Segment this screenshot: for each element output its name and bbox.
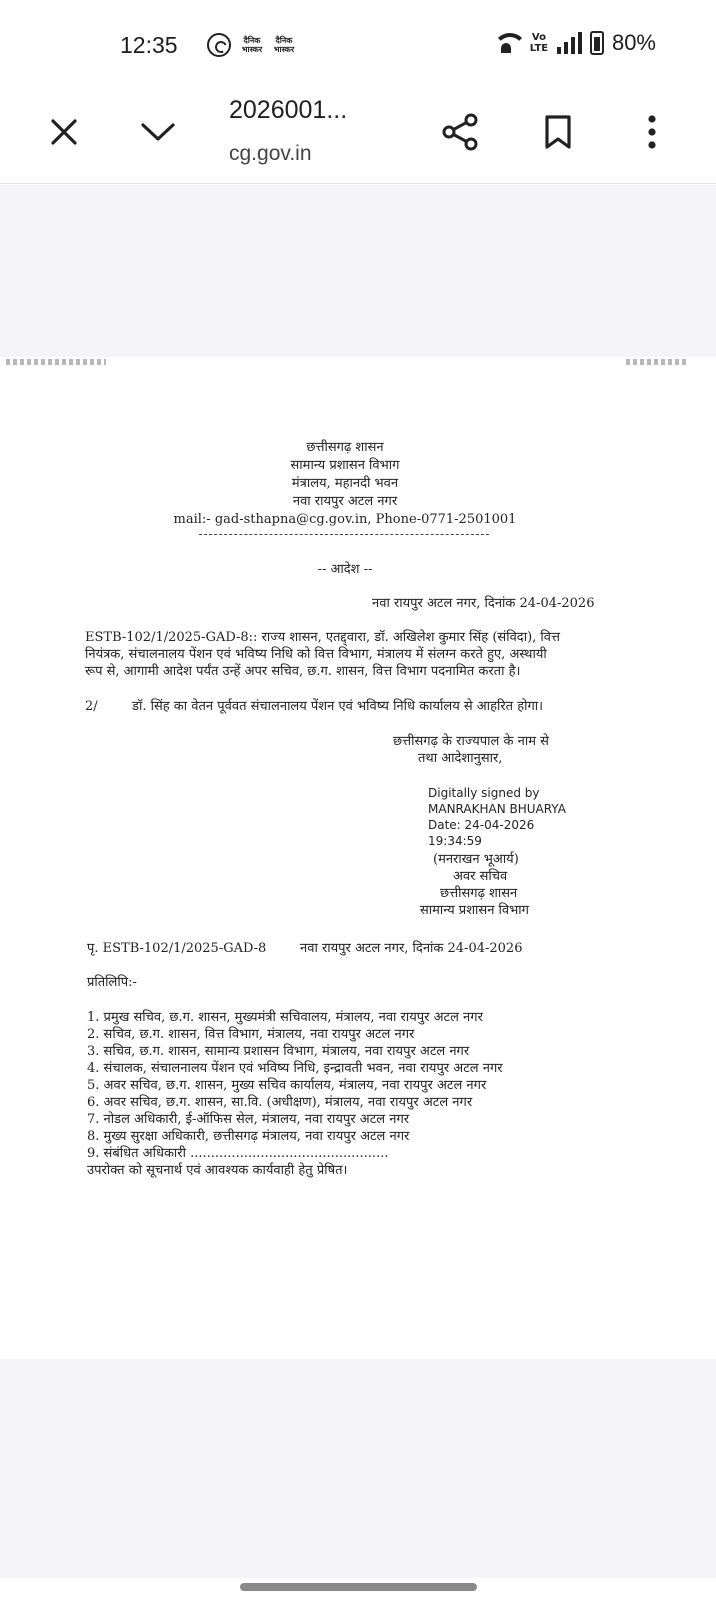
order-text: नियंत्रक, संचालनालय पेंशन एवं भविष्य निधि को वित्त विभाग, मंत्रालय में संलग्न करते हुए, अस्थायी bbox=[85, 647, 547, 662]
copy-item: 9. संबंधित अधिकारी ................................................ bbox=[87, 1146, 389, 1161]
more-vertical-icon bbox=[646, 114, 658, 150]
endorsement-number: पृ. ESTB-102/1/2025-GAD-8 bbox=[87, 941, 267, 956]
copy-item: 7. नोडल अधिकारी, ई-ऑफिस सेल, मंत्रालय, नवा रायपुर अटल नगर bbox=[87, 1112, 410, 1127]
whatsapp-icon bbox=[207, 33, 231, 57]
signer-designation: अवर सचिव bbox=[453, 869, 508, 884]
header-ref-right bbox=[626, 359, 686, 365]
digital-signature: Digitally signed by bbox=[428, 786, 540, 800]
battery-icon bbox=[590, 31, 604, 55]
page-title: 2026001... bbox=[229, 96, 348, 124]
signature-date: Date: 24-04-2026 bbox=[428, 818, 535, 832]
signer-name: (मनराखन भूआर्य) bbox=[433, 852, 519, 867]
share-button[interactable] bbox=[436, 108, 484, 156]
close-icon bbox=[48, 116, 80, 148]
contact-line: mail:- gad-sthapna@cg.gov.in, Phone-0771-2501001 bbox=[173, 512, 517, 527]
bookmark-icon bbox=[544, 114, 572, 150]
pdf-page bbox=[0, 357, 716, 1359]
place-date: नवा रायपुर अटल नगर, दिनांक 24-04-2026 bbox=[372, 596, 595, 611]
wifi-icon bbox=[491, 31, 521, 55]
copy-heading: प्रतिलिपि:- bbox=[87, 975, 137, 990]
order-text: ESTB-102/1/2025-GAD-8:: राज्य शासन, एतद्द्वारा, डॉ. अखिलेश कुमार सिंह (संविदा), वित्त bbox=[85, 630, 560, 645]
header-ref-left bbox=[6, 359, 106, 365]
divider bbox=[199, 534, 489, 536]
signer-gov: छत्तीसगढ़ शासन bbox=[440, 886, 518, 901]
status-bar bbox=[0, 0, 716, 92]
copy-item: 2. सचिव, छ.ग. शासन, वित्त विभाग, मंत्रालय, नवा रायपुर अटल नगर bbox=[87, 1027, 415, 1042]
para-number: 2/ bbox=[85, 699, 98, 714]
more-options-button[interactable] bbox=[628, 108, 676, 156]
copy-item: 5. अवर सचिव, छ.ग. शासन, मुख्य सचिव कार्यालय, मंत्रालय, नवा रायपुर अटल नगर bbox=[87, 1078, 487, 1093]
signer-name-latin: MANRAKHAN BHUARYA bbox=[428, 802, 566, 816]
minimize-button[interactable] bbox=[134, 108, 182, 156]
custom-tab-toolbar bbox=[0, 92, 716, 184]
page-url: cg.gov.in bbox=[229, 142, 312, 165]
clock: 12:35 bbox=[120, 32, 178, 58]
closing-note: उपरोक्त को सूचनार्थ एवं आवश्यक कार्यवाही हेतु प्रेषित। bbox=[87, 1163, 348, 1178]
governor-order: तथा आदेशानुसार, bbox=[418, 751, 503, 766]
signature-time: 19:34:59 bbox=[428, 834, 482, 848]
signal-icon bbox=[557, 32, 582, 54]
copy-item: 6. अवर सचिव, छ.ग. शासन, सा.वि. (अधीक्षण), मंत्रालय, नवा रायपुर अटल नगर bbox=[87, 1095, 473, 1110]
city: नवा रायपुर अटल नगर bbox=[292, 494, 398, 509]
copy-item: 8. मुख्य सुरक्षा अधिकारी, छत्तीसगढ़ मंत्रालय, नवा रायपुर अटल नगर bbox=[87, 1129, 410, 1144]
battery-level: 80% bbox=[611, 30, 656, 55]
gov-name: छत्तीसगढ़ शासन bbox=[306, 440, 384, 455]
department: सामान्य प्रशासन विभाग bbox=[290, 458, 400, 473]
volte-icon: Vo LTE bbox=[529, 32, 549, 54]
copy-item: 1. प्रमुख सचिव, छ.ग. शासन, मुख्यमंत्री सचिवालय, मंत्रालय, नवा रायपुर अटल नगर bbox=[87, 1010, 483, 1025]
dainik-bhaskar-icon: दैनिक भास्कर bbox=[241, 36, 263, 54]
dainik-bhaskar-icon: दैनिक भास्कर bbox=[273, 36, 295, 54]
order-text: रूप से, आगामी आदेश पर्यंत उन्हें अपर सचिव, छ.ग. शासन, वित्त विभाग पदनामित करता है। bbox=[85, 664, 521, 679]
salary-text: डॉ. सिंह का वेतन पूर्ववत संचालनालय पेंशन एवं भविष्य निधि कार्यालय से आहरित होगा। bbox=[132, 699, 544, 714]
bookmark-button[interactable] bbox=[534, 108, 582, 156]
share-icon bbox=[440, 112, 480, 152]
copy-item: 3. सचिव, छ.ग. शासन, सामान्य प्रशासन विभाग, मंत्रालय, नवा रायपुर अटल नगर bbox=[87, 1044, 470, 1059]
signer-dept: सामान्य प्रशासन विभाग bbox=[420, 903, 529, 918]
endorsement-date: नवा रायपुर अटल नगर, दिनांक 24-04-2026 bbox=[300, 941, 523, 956]
governor-order: छत्तीसगढ़ के राज्यपाल के नाम से bbox=[393, 734, 549, 749]
chevron-down-icon bbox=[140, 120, 176, 144]
copy-item: 4. संचालक, संचालनालय पेंशन एवं भविष्य निधि, इन्द्रावती भवन, नवा रायपुर अटल नगर bbox=[87, 1061, 503, 1076]
home-indicator[interactable] bbox=[240, 1583, 477, 1591]
close-button[interactable] bbox=[40, 108, 88, 156]
document-viewer[interactable] bbox=[0, 185, 716, 1578]
building: मंत्रालय, महानदी भवन bbox=[291, 476, 399, 491]
order-heading: -- आदेश -- bbox=[317, 562, 373, 577]
